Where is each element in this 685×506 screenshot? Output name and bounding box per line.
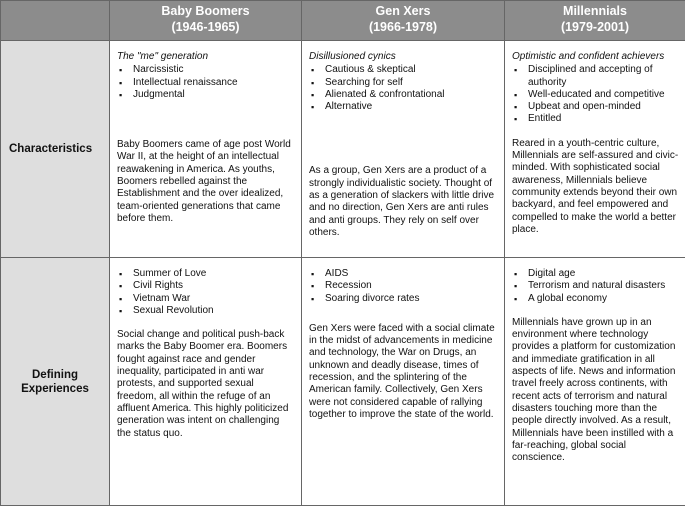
- millennials-characteristics-cell: [505, 41, 685, 258]
- bullet-icon: ▪: [514, 113, 517, 125]
- list-item: [309, 77, 498, 89]
- list-item-label: Cautious & skeptical: [325, 64, 416, 75]
- boomers-years: (1946-1965): [110, 19, 301, 35]
- bullet-icon: ▪: [119, 280, 122, 292]
- list-item: [117, 293, 295, 305]
- bullet-icon: ▪: [119, 268, 122, 280]
- boomers-characteristics-cell: [110, 41, 302, 258]
- list-item-label: Judgmental: [133, 89, 185, 100]
- list-item-label: A global economy: [528, 293, 607, 304]
- list-item: [512, 268, 679, 280]
- experiences-label-line2: Experiences: [1, 382, 109, 396]
- list-item-label: Terrorism and natural disasters: [528, 280, 665, 291]
- bullet-icon: ▪: [311, 101, 314, 113]
- list-item-label: Searching for self: [325, 77, 403, 88]
- list-item-label: Digital age: [528, 268, 575, 279]
- list-item-label: Recession: [325, 280, 372, 291]
- list-item-label: Disciplined and accepting of authority: [528, 64, 653, 87]
- millennials-experiences-paragraph: Millennials have grown up in an environment where technology provides a platform for customization and immediate gratification in all aspects of life. News and information travel freely across continents, with recent acts of terrorism and natural disasters touching more than the people directly involved. As a result, Millennials have been instilled with a far-reaching, global social conscience.: [512, 317, 679, 465]
- characteristics-label: Characteristics: [9, 143, 92, 155]
- header-boomers: [110, 1, 302, 41]
- list-item-label: Vietnam War: [133, 293, 190, 304]
- row-label-characteristics: [1, 41, 110, 258]
- header-row: [1, 1, 685, 41]
- list-item: [309, 89, 498, 101]
- list-item: [309, 64, 498, 76]
- millennials-characteristics-list: [512, 64, 679, 125]
- row-label-experiences: [1, 258, 110, 506]
- list-item: [512, 280, 679, 292]
- millennials-experiences-cell: [505, 258, 685, 506]
- corner-cell: [1, 1, 110, 41]
- list-item-label: Narcissistic: [133, 64, 184, 75]
- list-item: [512, 293, 679, 305]
- millennials-name: Millennials: [505, 3, 685, 19]
- experiences-row: [1, 258, 685, 506]
- list-item-label: Upbeat and open-minded: [528, 101, 641, 112]
- bullet-icon: ▪: [311, 89, 314, 101]
- characteristics-row: [1, 41, 685, 258]
- list-item: [309, 268, 498, 280]
- bullet-icon: ▪: [514, 101, 517, 113]
- list-item-label: Sexual Revolution: [133, 305, 214, 316]
- header-genx: [302, 1, 505, 41]
- list-item-label: Civil Rights: [133, 280, 183, 291]
- genx-years: (1966-1978): [302, 19, 504, 35]
- boomers-experiences-paragraph: Social change and political push-back marks the Baby Boomer era. Boomers fought against race and gender inequality, participated in anti war protests, and supported sexual freedom, all within the refuge of an affluent America. This highly politicized generation was intent on challenging the status quo.: [117, 329, 295, 440]
- boomers-experiences-cell: [110, 258, 302, 506]
- bullet-icon: ▪: [311, 280, 314, 292]
- bullet-icon: ▪: [311, 268, 314, 280]
- millennials-characteristics-paragraph: Reared in a youth-centric culture, Millennials are self-assured and civic-minded. With sophisticated social awareness, Millennials believe community extends beyond their own backyard, and feel empowered and compelled to make the world a better place.: [512, 138, 679, 236]
- list-item-label: Summer of Love: [133, 268, 206, 279]
- bullet-icon: ▪: [311, 77, 314, 89]
- boomers-characteristics-list: [117, 64, 295, 101]
- list-item: [309, 101, 498, 113]
- genx-characteristics-list: [309, 64, 498, 113]
- list-item-label: Intellectual renaissance: [133, 77, 238, 88]
- list-item-label: Well-educated and competitive: [528, 89, 665, 100]
- bullet-icon: ▪: [119, 305, 122, 317]
- boomers-experiences-list: [117, 268, 295, 317]
- bullet-icon: ▪: [514, 89, 517, 101]
- genx-experiences-paragraph: Gen Xers were faced with a social climate in the midst of advancements in medicine and technology, the War on Drugs, an unknown and deadly disease, times of recession, and the splintering of the American family. Collectively, Gen Xers were not considered capable of rallying together to improve the state of the world.: [309, 323, 498, 421]
- bullet-icon: ▪: [119, 89, 122, 101]
- bullet-icon: ▪: [119, 64, 122, 76]
- list-item: [117, 64, 295, 76]
- header-millennials: [505, 1, 685, 41]
- list-item: [512, 64, 679, 89]
- bullet-icon: ▪: [311, 293, 314, 305]
- genx-characteristics-paragraph: As a group, Gen Xers are a product of a strongly individualistic society. Thought of as a generation of slackers with little drive and no direction, Gen Xers are anti rules and anti groups. They rely on self over others.: [309, 165, 498, 239]
- list-item-label: AIDS: [325, 268, 348, 279]
- boomers-name: Baby Boomers: [110, 3, 301, 19]
- list-item: [117, 268, 295, 280]
- boomers-intro: The "me" generation: [117, 51, 295, 63]
- bullet-icon: ▪: [514, 268, 517, 280]
- genx-experiences-cell: [302, 258, 505, 506]
- list-item: [117, 280, 295, 292]
- list-item-label: Alternative: [325, 101, 372, 112]
- list-item: [117, 77, 295, 89]
- bullet-icon: ▪: [514, 293, 517, 305]
- list-item: [512, 101, 679, 113]
- list-item: [512, 89, 679, 101]
- bullet-icon: ▪: [119, 293, 122, 305]
- list-item: [309, 293, 498, 305]
- list-item: [309, 280, 498, 292]
- genx-intro: Disillusioned cynics: [309, 51, 498, 63]
- list-item-label: Soaring divorce rates: [325, 293, 420, 304]
- millennials-experiences-list: [512, 268, 679, 305]
- list-item: [117, 305, 295, 317]
- bullet-icon: ▪: [514, 280, 517, 292]
- list-item: [117, 89, 295, 101]
- genx-name: Gen Xers: [302, 3, 504, 19]
- genx-characteristics-cell: [302, 41, 505, 258]
- list-item-label: Entitled: [528, 113, 561, 124]
- bullet-icon: ▪: [514, 64, 517, 76]
- genx-experiences-list: [309, 268, 498, 305]
- experiences-label-line1: Defining: [1, 368, 109, 382]
- bullet-icon: ▪: [311, 64, 314, 76]
- list-item: [512, 113, 679, 125]
- millennials-years: (1979-2001): [505, 19, 685, 35]
- boomers-characteristics-paragraph: Baby Boomers came of age post World War II, at the height of an intellectual reawakening in America. As youths, Boomers rebelled against the Establishment and the over idealized, team-oriented generations that came before them.: [117, 139, 295, 225]
- millennials-intro: Optimistic and confident achievers: [512, 51, 679, 63]
- list-item-label: Alienated & confrontational: [325, 89, 445, 100]
- bullet-icon: ▪: [119, 77, 122, 89]
